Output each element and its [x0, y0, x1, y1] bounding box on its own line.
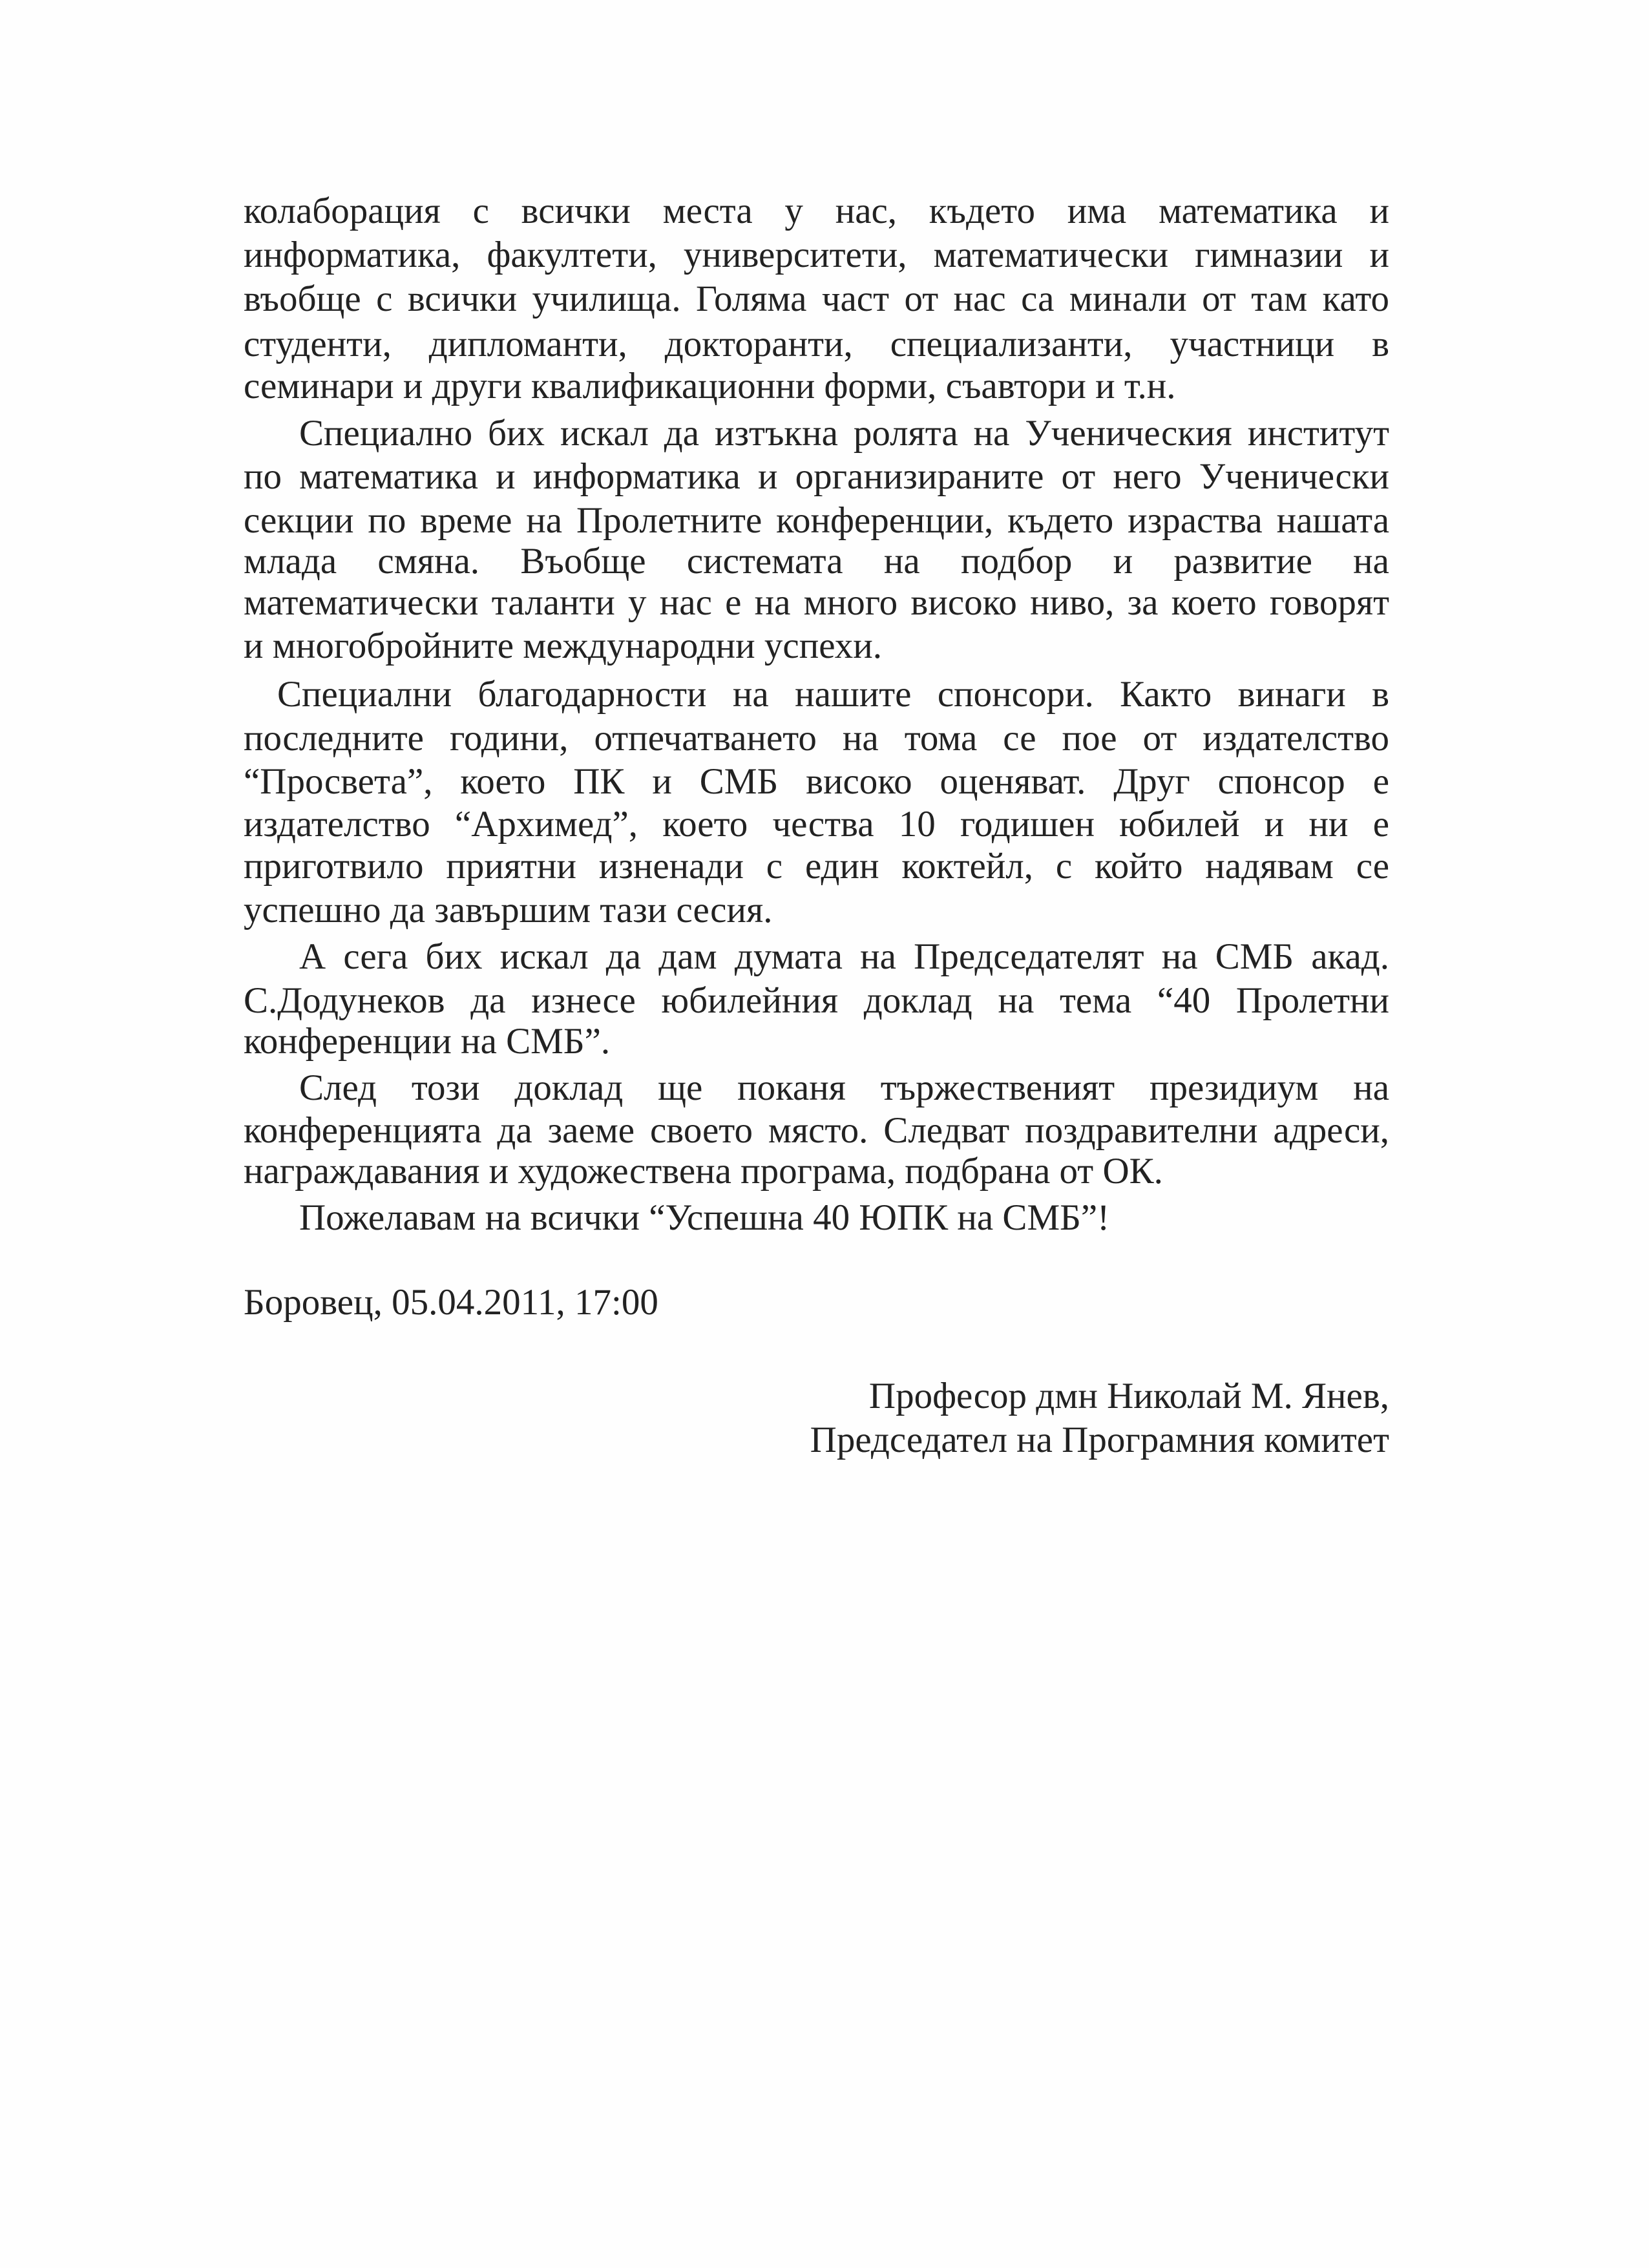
paragraph-4-line: А сега бих искал да дам думата на Председателят на СМБ акад.	[299, 936, 1389, 977]
paragraph-2-line: секции по време на Пролетните конференции, където израства нашата	[244, 500, 1389, 541]
paragraph-4-line: конференции на СМБ”.	[244, 1021, 611, 1062]
paragraph-3-line: Специални благодарности на нашите спонсори. Както винаги в	[277, 674, 1389, 715]
signature-title: Председател на Програмния комитет	[810, 1420, 1389, 1460]
paragraph-2-line: Специално бих искал да изтъкна ролята на Ученическия институт	[299, 413, 1389, 454]
signature-name: Професор дмн Николай М. Янев,	[868, 1376, 1389, 1416]
paragraph-2-line: математически таланти у нас е на много високо ниво, за което говорят	[244, 582, 1389, 623]
paragraph-6-line: Пожелавам на всички “Успешна 40 ЮПК на СМБ”!	[299, 1197, 1110, 1238]
paragraph-4-line: С.Додунеков да изнесе юбилейния доклад на тема “40 Пролетни	[244, 980, 1389, 1021]
paragraph-3-line: успешно да завършим тази сесия.	[244, 890, 773, 930]
paragraph-5-line: награждавания и художествена програма, подбрана от ОК.	[244, 1151, 1163, 1192]
paragraph-1-line: въобще с всички училища. Голяма част от нас са минали от там като	[244, 278, 1389, 319]
paragraph-1-line: колаборация с всички места у нас, където има математика и	[244, 191, 1389, 231]
paragraph-2-line: и многобройните международни успехи.	[244, 625, 883, 666]
paragraph-3-line: издателство “Архимед”, което чества 10 годишен юбилей и ни е	[244, 804, 1389, 845]
paragraph-3-line: приготвило приятни изненади с един коктейл, с който надявам се	[244, 846, 1389, 887]
paragraph-2-line: млада смяна. Въобще системата на подбор и развитие на	[244, 541, 1389, 582]
paragraph-2-line: по математика и информатика и организираните от него Ученически	[244, 456, 1389, 497]
place-and-date: Боровец, 05.04.2011, 17:00	[244, 1282, 658, 1323]
paragraph-3-line: последните години, отпечатването на тома се пое от издателство	[244, 718, 1389, 759]
paragraph-5-line: конференцията да заеме своето място. Следват поздравителни адреси,	[244, 1110, 1389, 1151]
paragraph-5-line: След този доклад ще поканя тържественият президиум на	[299, 1067, 1389, 1108]
paragraph-1-line: информатика, факултети, университети, математически гимназии и	[244, 235, 1389, 275]
paragraph-3-line: “Просвета”, което ПК и СМБ високо оценяват. Друг спонсор е	[244, 761, 1389, 802]
paragraph-1-line: студенти, дипломанти, докторанти, специализанти, участници в	[244, 324, 1389, 364]
paragraph-1-line: семинари и други квалификационни форми, съавтори и т.н.	[244, 366, 1176, 406]
